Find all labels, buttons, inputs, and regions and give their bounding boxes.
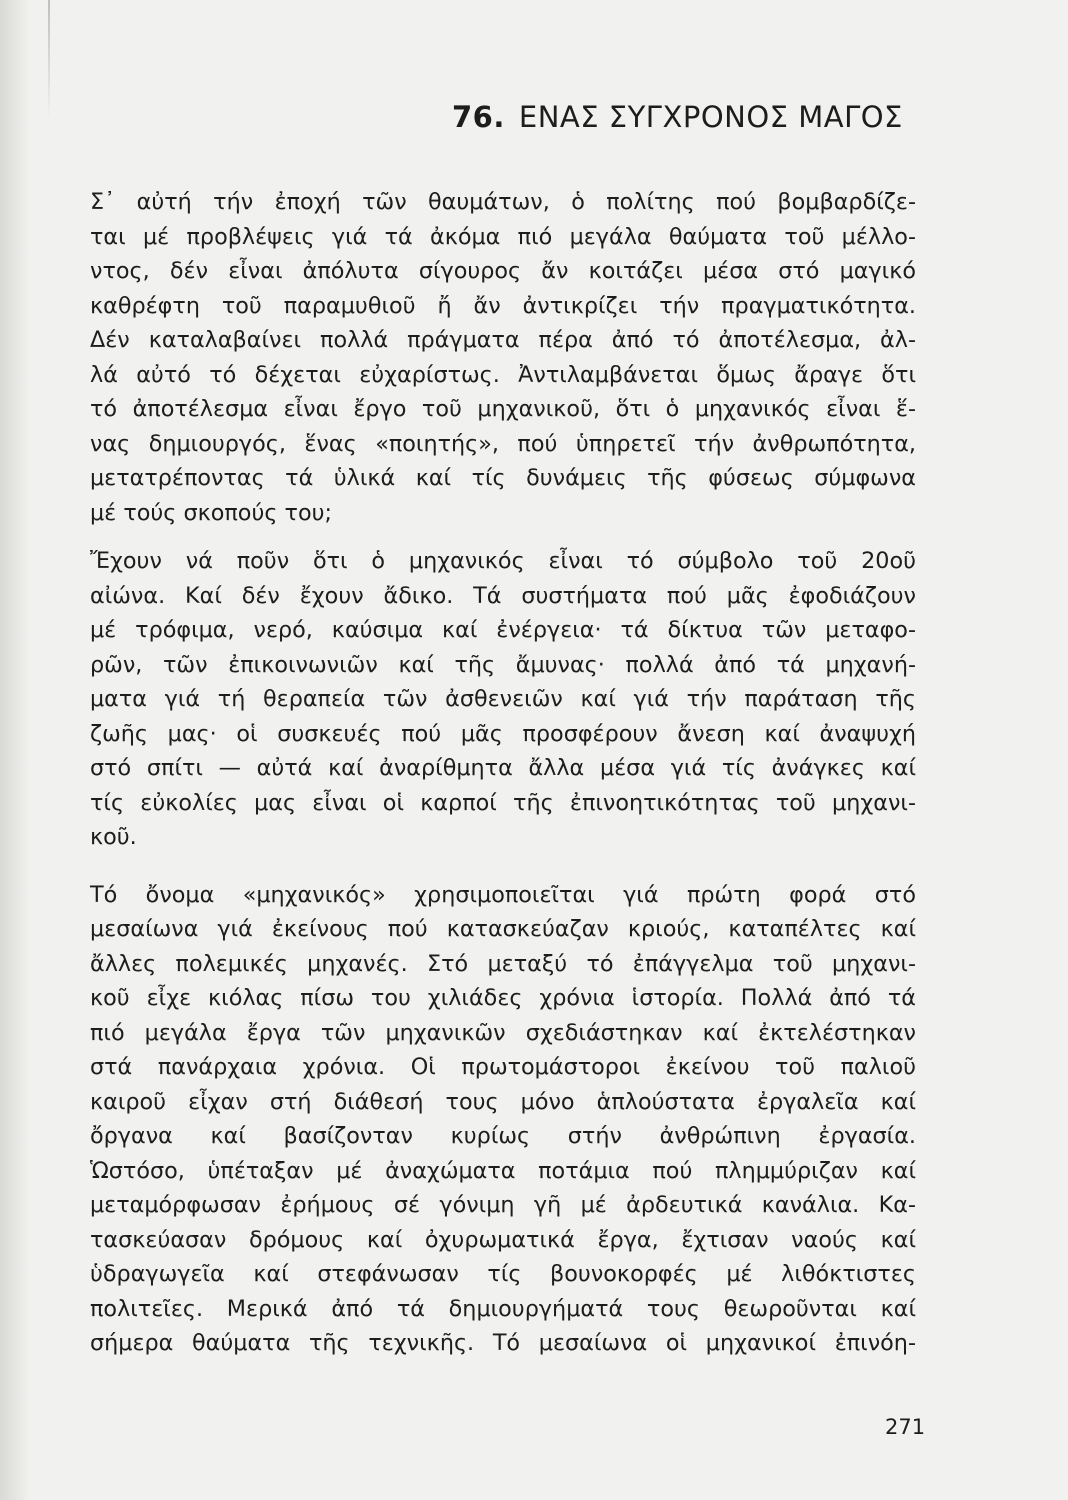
text-line: ματα γιά τή θεραπεία τῶν ἀσθενειῶν καί γιά τήν παράταση τῆς bbox=[90, 686, 916, 712]
text-line: Σ᾿ αὐτή τήν ἐποχή τῶν θαυμάτων, ὁ πολίτης πού βομβαρδίζε- bbox=[90, 189, 916, 215]
text-line: Δέν καταλαβαίνει πολλά πράγματα πέρα ἀπό τό ἀποτέλεσμα, ἀλ- bbox=[90, 327, 916, 353]
text-line: Ὡστόσο, ὑπέταξαν μέ ἀναχώματα ποτάμια πού πλημμύριζαν καί bbox=[90, 1157, 916, 1184]
paragraph-1 bbox=[90, 185, 916, 530]
text-line: στά πανάρχαια χρόνια. Οἱ πρωτομάστοροι ἐκείνου τοῦ παλιοῦ bbox=[90, 1054, 916, 1080]
text-line: καθρέφτη τοῦ παραμυθιοῦ ἤ ἄν ἀντικρίζει τήν πραγματικότητα. bbox=[90, 292, 916, 319]
text-line: μέ τούς σκοπούς του; bbox=[90, 499, 332, 526]
paragraph-3 bbox=[90, 878, 916, 1361]
text-line: ὑδραγωγεῖα καί στεφάνωσαν τίς βουνοκορφές μέ λιθόκτιστες bbox=[90, 1261, 916, 1287]
paragraph-spacer bbox=[90, 855, 916, 878]
page-gutter-shadow bbox=[0, 0, 30, 1500]
text-line: αἰώνα. Καί δέν ἔχουν ἄδικο. Τά συστήματα πού μᾶς ἐφοδιάζουν bbox=[90, 582, 916, 609]
text-line: μέ τρόφιμα, νερό, καύσιμα καί ἐνέργεια· τά δίκτυα τῶν μεταφο- bbox=[90, 617, 916, 643]
text-line: στό σπίτι — αὐτά καί ἀναρίθμητα ἄλλα μέσα γιά τίς ἀνάγκες καί bbox=[90, 755, 916, 781]
text-line: πολιτεῖες. Μερικά ἀπό τά δημιουργήματά τους θεωροῦνται καί bbox=[90, 1295, 916, 1322]
text-line: ται μέ προβλέψεις γιά τά ἀκόμα πιό μεγάλα θαύματα τοῦ μέλλο- bbox=[90, 223, 916, 250]
text-line: λά αὐτό τό δέχεται εὐχαρίστως. Ἀντιλαμβάνεται ὅμως ἄραγε ὅτι bbox=[90, 361, 916, 388]
text-line: ρῶν, τῶν ἐπικοινωνιῶν καί τῆς ἄμυνας· πολλά ἀπό τά μηχανή- bbox=[90, 651, 916, 678]
paragraph-2 bbox=[90, 544, 916, 855]
text-line: Ἔχουν νά ποῦν ὅτι ὁ μηχανικός εἶναι τό σύμβολο τοῦ 20οῦ bbox=[90, 548, 916, 574]
text-line: πιό μεγάλα ἔργα τῶν μηχανικῶν σχεδιάστηκαν καί ἐκτελέστηκαν bbox=[90, 1019, 916, 1046]
text-line: τασκεύασαν δρόμους καί ὀχυρωματικά ἔργα, ἔχτισαν ναούς καί bbox=[90, 1226, 916, 1253]
text-line: καιροῦ εἶχαν στή διάθεσή τους μόνο ἁπλούστατα ἐργαλεῖα καί bbox=[90, 1088, 916, 1115]
text-line: Τό ὄνομα «μηχανικός» χρησιμοποιεῖται γιά πρώτη φορά στό bbox=[90, 881, 916, 908]
chapter-number: 76. bbox=[452, 100, 505, 134]
text-line: τό ἀποτέλεσμα εἶναι ἔργο τοῦ μηχανικοῦ, ὅτι ὁ μηχανικός εἶναι ἕ- bbox=[90, 396, 916, 422]
text-line: μετατρέποντας τά ὑλικά καί τίς δυνάμεις τῆς φύσεως σύμφωνα bbox=[90, 465, 916, 491]
text-line: σήμερα θαύματα τῆς τεχνικῆς. Τό μεσαίωνα οἱ μηχανικοί ἐπινόη- bbox=[90, 1330, 916, 1356]
text-line: ντος, δέν εἶναι ἀπόλυτα σίγουρος ἄν κοιτάζει μέσα στό μαγικό bbox=[90, 258, 916, 284]
page-number: 271 bbox=[885, 1415, 926, 1439]
text-line: τίς εὐκολίες μας εἶναι οἱ καρποί τῆς ἐπινοητικότητας τοῦ μηχανι- bbox=[90, 789, 916, 816]
text-line: μεταμόρφωσαν ἐρήμους σέ γόνιμη γῆ μέ ἀρδευτικά κανάλια. Κα- bbox=[90, 1192, 916, 1218]
text-line: κοῦ εἶχε κιόλας πίσω του χιλιάδες χρόνια ἱστορία. Πολλά ἀπό τά bbox=[90, 985, 916, 1011]
chapter-title bbox=[452, 100, 903, 134]
text-line: μεσαίωνα γιά ἐκείνους πού κατασκεύαζαν κριούς, καταπέλτες καί bbox=[90, 916, 916, 942]
chapter-title-text: ΕΝΑΣ ΣΥΓΧΡΟΝΟΣ ΜΑΓΟΣ bbox=[518, 100, 903, 134]
paragraph-spacer bbox=[90, 530, 916, 544]
text-line: νας δημιουργός, ἕνας «ποιητής», πού ὑπηρετεῖ τήν ἀνθρωπότητα, bbox=[90, 430, 916, 457]
body-text bbox=[90, 185, 916, 1361]
text-line: ἄλλες πολεμικές μηχανές. Στό μεταξύ τό ἐπάγγελμα τοῦ μηχανι- bbox=[90, 950, 916, 977]
page-edge-mark bbox=[48, 0, 50, 120]
text-line: κοῦ. bbox=[90, 824, 137, 850]
text-line: ὄργανα καί βασίζονταν κυρίως στήν ἀνθρώπινη ἐργασία. bbox=[90, 1123, 916, 1149]
text-line: ζωῆς μας· οἱ συσκευές πού μᾶς προσφέρουν ἄνεση καί ἀναψυχή bbox=[90, 720, 916, 747]
